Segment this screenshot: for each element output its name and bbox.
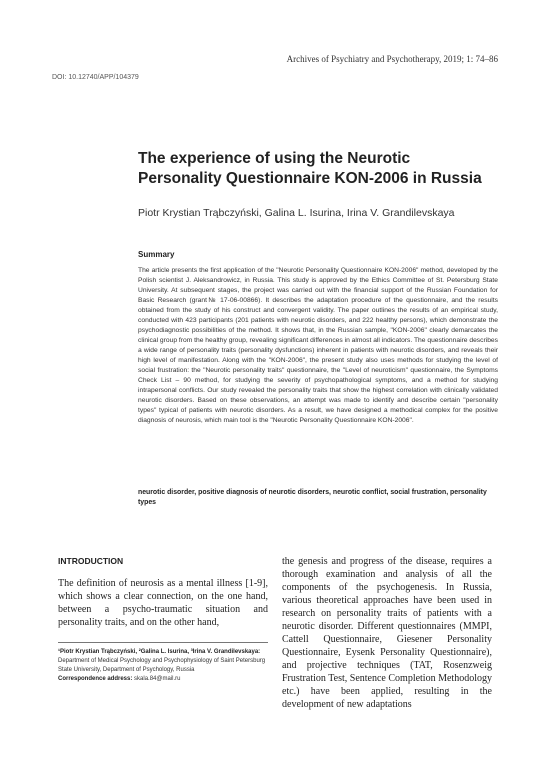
footnote-divider — [58, 642, 268, 643]
keywords: neurotic disorder, positive diagnosis of neurotic disorders, neurotic conflict, social frustration, personality types — [138, 489, 487, 506]
introduction-heading: INTRODUCTION — [58, 556, 124, 566]
doi[interactable]: DOI: 10.12740/APP/104379 — [52, 74, 139, 81]
footnote — [58, 648, 268, 684]
correspondence-label: Correspondence address: — [58, 676, 133, 682]
article-authors: Piotr Krystian Trąbczyński, Galina L. Isurina, Irina V. Grandilevskaya — [138, 207, 455, 219]
introduction-left-column: The definition of neurosis as a mental illness [1-9], which shows a clear connection, on the one hand, between a psycho-traumatic situation and personality traits, and on the other hand, — [58, 578, 268, 628]
summary-text: The article presents the first application of the "Neurotic Personality Questionnaire KON-2006" method, developed by the Polish scientist J. Aleksandrowicz, in Russia. This study is approved by the Ethics Committee of St. Petersburg State University. At subsequent stages, the project was carried out with the financial support of the Russian Foundation for Basic Research (grant№ 17-06-00866). It describes the adaptation procedure of the questionnaire, and the results obtained from the study of his construct and convergent validity. The paper outlines the results of an empirical study, conducted with 423 participants (201 patients with neurotic disorders, and 222 healthy persons), which demonstrate the psychodiagnostic possibilities of the method. It shows that, in the Russian sample, "KON-2006" clearly demarcates the clinical group from the healthy group, revealing significant differences in almost all indicators. The questionnaire describes a wide range of personality traits (personality dysfunctions) inherent in patients with neurotic disorders, and reveals their high level of manifestation. Along with the "KON-2006", the present study also uses methods for studying the level of social frustration: the "Neurotic personality traits" questionnaire, the "Level of neuroticism" questionnaire, the Symptoms Check List – 90 method, for studying the severity of psychopathological symptoms, and a method for studying intrapersonal conflicts. Our study revealed the personality traits that show the highest correlation with clinically validated neurotic disorders. Based on these observations, an attempt was made to identify and describe certain "personality types" typical of patients with neurotic disorders. As a result, we have designed a methodical complex for the positive diagnosis of neurosis, which main tool is the "Neurotic Personality Questionnaire KON-2006". — [138, 267, 498, 424]
footnote-authors: ¹Piotr Krystian Trąbczyński, ²Galina L. Isurina, ³Irina V. Grandilevskaya: — [58, 649, 261, 655]
summary-heading: Summary — [138, 250, 175, 259]
footnote-affiliation: Department of Medical Psychology and Psychophysiology of Saint Petersburg State University, Department of Psychology, Russia — [58, 658, 266, 673]
journal-citation: Archives of Psychiatry and Psychotherapy, 2019; 1: 74–86 — [286, 54, 498, 64]
introduction-right-column: the genesis and progress of the disease, requires a thorough examination and analysis of all the components of the psychogenesis. In Russia, various theoretical approaches have been used in research on personality traits of patients with a neurotic disorder. Different questionnaires (MMPI, Cattell Questionnaire, Giesener Personality Questionnaire, Eysenk Personality Questionnaire), and projective techniques (TAT, Rosenzweig Frustration Test, Sentence Completion Methodology etc.) have been applied, resulting in the development of new adaptations — [282, 556, 492, 710]
article-title: The experience of using the Neurotic Personality Questionnaire KON-2006 in Russia — [138, 150, 482, 187]
correspondence-email[interactable]: skala.84@mail.ru — [134, 676, 181, 682]
